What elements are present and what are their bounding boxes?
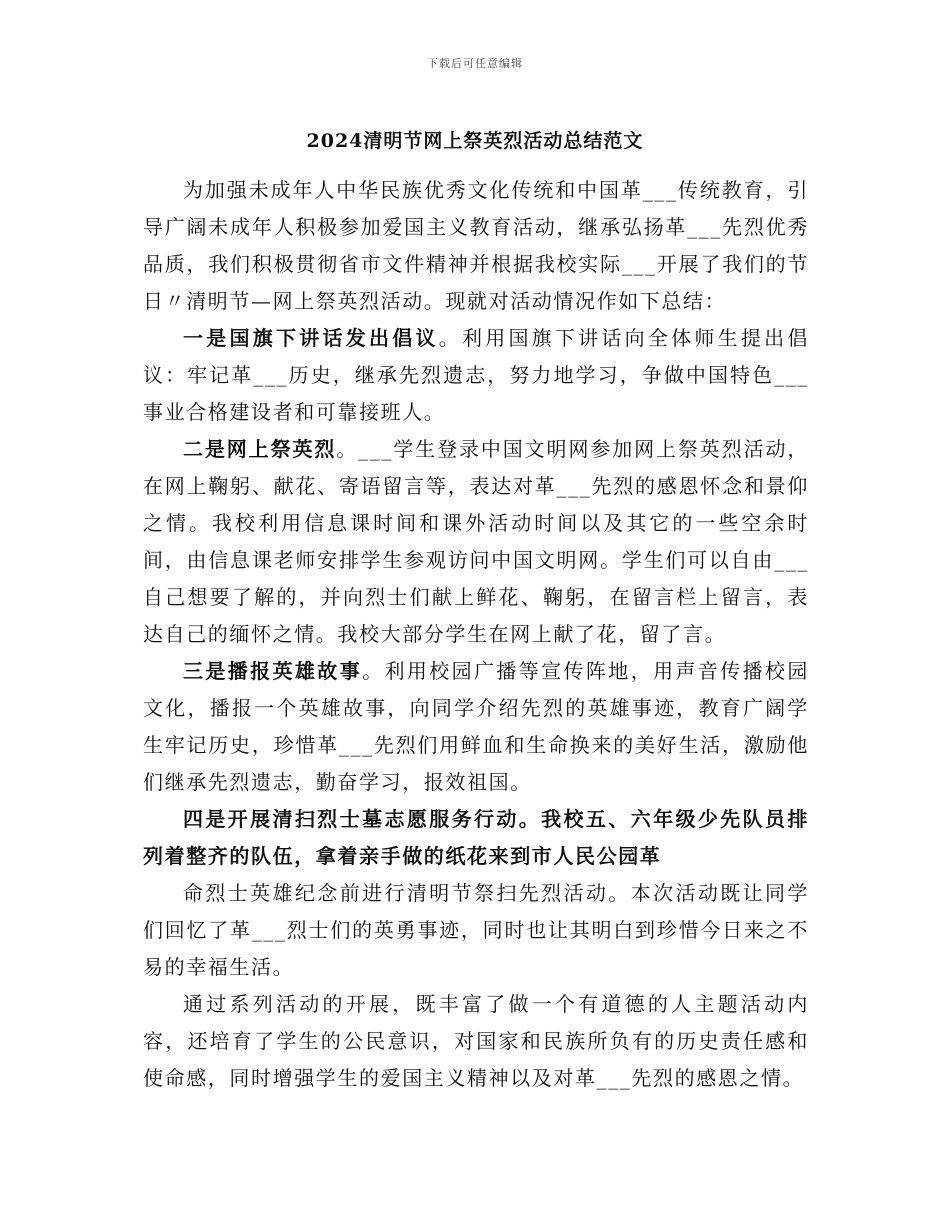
paragraph-item-2 (143, 431, 809, 653)
document-title: 2024清明节网上祭英烈活动总结范文 (306, 130, 644, 152)
paragraph-text: 为加强未成年人中华民族优秀文化传统和中国革___传统教育，引导广阔未成年人积极参加爱国主义教育活动，继承弘扬革___先烈优秀品质，我们积极贯彻省市文件精神并根据我校实际___开展了我们的节日〃清明节—网上祭英烈活动。现就对活动情况作如下总结： (143, 178, 809, 313)
paragraph-text: 。___学生登录中国文明网参加网上祭英烈活动，在网上鞠躬、献花、寄语留言等，表达对革___先烈的感恩怀念和景仰之情。我校利用信息课时间和课外活动时间以及其它的一些空余时间，由信息课老师安排学生参观访问中国文明网。学生们可以自由___自己想要了解的，并向烈士们献上鲜花、鞠躬，在留言栏上留言，表达自己的缅怀之情。我校大部分学生在网上献了花，留了言。 (143, 437, 809, 646)
paragraph-text: 命烈士英雄纪念前进行清明节祭扫先烈活动。本次活动既让同学们回忆了革___烈士们的英勇事迹，同时也让其明白到珍惜今日来之不易的幸福生活。 (143, 881, 809, 979)
paragraph-lead: 三是播报英雄故事 (183, 659, 363, 683)
paragraph-lead: 一是国旗下讲话发出倡议 (183, 326, 439, 350)
paragraph-text: 。利用校园广播等宣传阵地，用声音传播校园文化，播报一个英雄故事，向同学介绍先烈的英雄事迹，教育广阔学生牢记历史，珍惜革___先烈们用鲜血和生命换来的美好生活，激励他们继承先烈遗志，勤奋学习，报效祖国。 (143, 659, 809, 794)
document-body (143, 172, 809, 1097)
paragraph-lead: 二是网上祭英烈 (183, 437, 337, 461)
paragraph-item-4 (143, 801, 809, 875)
paragraph-text: 通过系列活动的开展，既丰富了做一个有道德的人主题活动内容，还培育了学生的公民意识，对国家和民族所负有的历史责任感和使命感，同时增强学生的爱国主义精神以及对革___先烈的感恩之情。 (143, 992, 809, 1090)
header-note: 下载后可任意编辑 (427, 57, 523, 70)
paragraph-item-1 (143, 320, 809, 431)
paragraph-text: 。利用国旗下讲话向全体师生提出倡议：牢记革___历史，继承先烈遗志，努力地学习，争做中国特色___事业合格建设者和可靠接班人。 (143, 326, 809, 424)
paragraph-intro (143, 172, 809, 320)
paragraph-lead: 四是开展清扫烈士墓志愿服务行动。我校五、六年级少先队员排列着整齐的队伍，拿着亲手做的纸花来到市人民公园革 (143, 807, 809, 868)
paragraph-item-4-continued (143, 875, 809, 986)
paragraph-conclusion (143, 986, 809, 1097)
paragraph-item-3 (143, 653, 809, 801)
